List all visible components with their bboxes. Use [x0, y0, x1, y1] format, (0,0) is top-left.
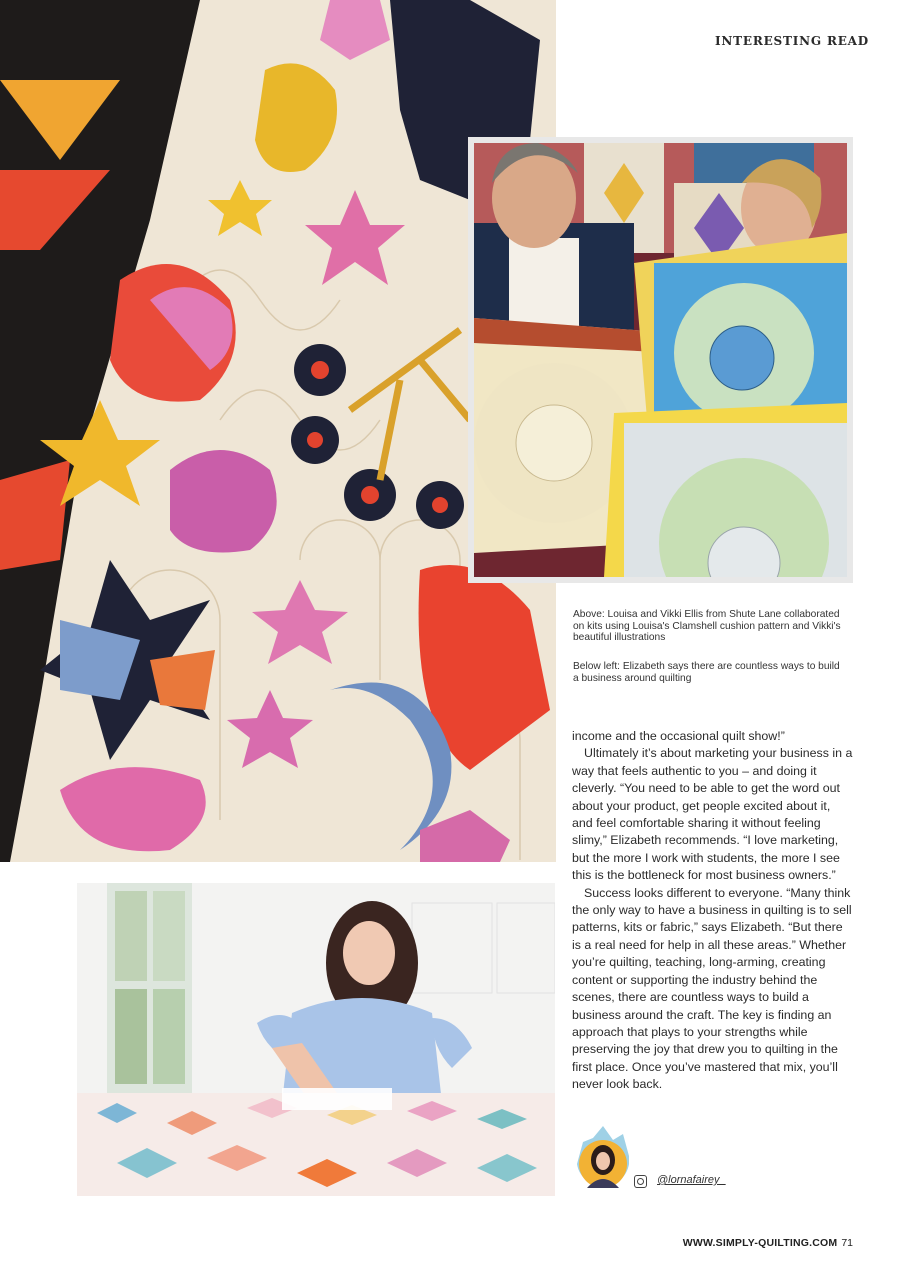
woman-photo [77, 883, 555, 1196]
caption-below-left: Below left: Elizabeth says there are countless ways to build a business around quilting [573, 661, 840, 684]
caption-above: Above: Louisa and Vikki Ellis from Shute Lane collaborated on kits using Louisa's Clamshell cushion pattern and Vikki's beautiful illustrations [573, 609, 841, 644]
article-paragraph: Ultimately it’s about marketing your business in a way that feels authentic to you – and doing it cleverly. “You need to be able to get the word out about your product, get people excited about it, and feel comfortable sharing it without feeling slimy,” Elizabeth recommends. “I love marketing, but the more I work with students, the more I see this is the bottleneck for most business owners.” [572, 746, 853, 883]
page-number: 71 [841, 1237, 853, 1249]
article-paragraph: Success looks different to everyone. “Many think the only way to have a business in quilting is to sell patterns, kits or fabric,” says Elizabeth. “But there is a real need for help in all these areas.” Whether you’re quilting, teaching, long-arming, creating content or supporting the industry behind the scenes, there are countless ways to build a business around the craft. The key is finding an approach that plays to your strengths while preserving the joy that drew you to quilting in the first place. Once you’ve mastered that mix, you’ll never look back. [572, 885, 852, 1092]
section-tag: INTERESTING READ [714, 34, 869, 48]
article-body [572, 728, 854, 1094]
instagram-icon [634, 1175, 647, 1188]
footer-site: WWW.SIMPLY-QUILTING.COM [682, 1237, 838, 1249]
author-byline [577, 1126, 777, 1196]
author-handle-link[interactable]: @lornafairey_ [657, 1174, 726, 1186]
article-paragraph: income and the occasional quilt show!” [572, 729, 785, 743]
page-footer [683, 1237, 853, 1249]
cushion-photo [468, 137, 853, 583]
author-avatar [577, 1126, 629, 1190]
